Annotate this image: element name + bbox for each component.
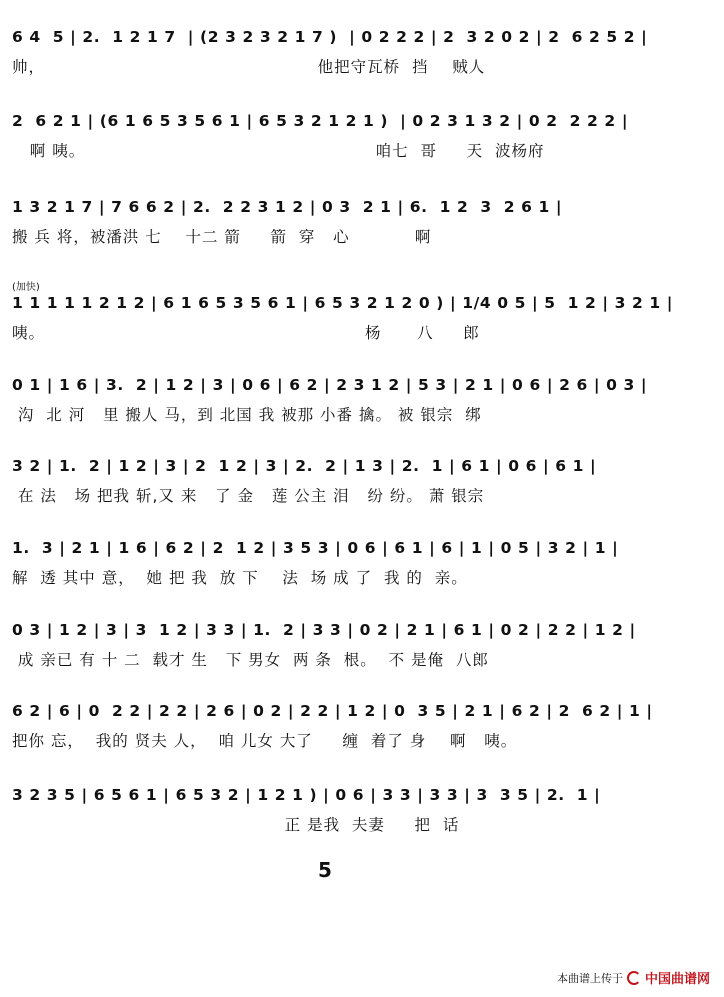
site-logo-icon	[627, 971, 641, 985]
lyrics-line: 在 法 场 把我 斩,又 来 了 金 莲 公主 泪 纷 纷。 萧 银宗	[12, 487, 485, 505]
upload-note: 本曲谱上传于	[556, 971, 623, 985]
lyrics-line: 搬 兵 将，被潘洪 七 十二 箭 箭 穿 心 啊	[12, 228, 432, 246]
site-footer	[557, 968, 710, 987]
notation-line: 6 4 5 | 2. 1 2 1 7 | (2 3 2 3 2 1 7 ) | 0 2 2 2 | 2 3 2 0 2 | 2 6 2 5 2 |	[12, 28, 648, 46]
lyrics-line: 成 亲已 有 十 二 载才 生 下 男女 两 条 根。 不 是俺 八郎	[12, 651, 489, 669]
notation-line: 3 2 3 5 | 6 5 6 1 | 6 5 3 2 | 1 2 1 ) | 0 6 | 3 3 | 3 3 | 3 3 5 | 2. 1 |	[12, 786, 601, 804]
tempo-mark: (加快)	[12, 282, 40, 293]
notation-line: 1 3 2 1 7 | 7 6 6 2 | 2. 2 2 3 1 2 | 0 3 2 1 | 6. 1 2 3 2 6 1 |	[12, 198, 563, 216]
lyrics-line: 咦。 杨 八 郎	[12, 324, 480, 342]
notation-line: 3 2 | 1. 2 | 1 2 | 3 | 2 1 2 | 3 | 2. 2 | 1 3 | 2. 1 | 6 1 | 0 6 | 6 1 |	[12, 457, 597, 475]
notation-line: 2 6 2 1 | (6 1 6 5 3 5 6 1 | 6 5 3 2 1 2 1 ) | 0 2 3 1 3 2 | 0 2 2 2 2 |	[12, 112, 629, 130]
lyrics-line: 啊 咦。 咱七 哥 天 波杨府	[12, 142, 545, 160]
lyrics-line: 帅， 他把守瓦桥 挡 贼人	[12, 58, 486, 76]
lyrics-line: 沟 北 河 里 搬人 马，到 北国 我 被那 小番 擒。 被 银宗 绑	[12, 406, 482, 424]
page-number: 5	[318, 858, 332, 882]
lyrics-line: 正 是我 夫妻 把 话	[12, 816, 460, 834]
lyrics-line: 解 透 其中 意， 她 把 我 放 下 法 场 成 了 我 的 亲。	[12, 569, 468, 587]
notation-line: 0 3 | 1 2 | 3 | 3 1 2 | 3 3 | 1. 2 | 3 3 | 0 2 | 2 1 | 6 1 | 0 2 | 2 2 | 1 2 |	[12, 621, 636, 639]
lyrics-line: 把你 忘， 我的 贤夫 人， 咱 儿女 大了 缠 着了 身 啊 咦。	[12, 732, 518, 750]
notation-line: 1 1 1 1 1 2 1 2 | 6 1 6 5 3 5 6 1 | 6 5 3 2 1 2 0 ) | 1/4 0 5 | 5 1 2 | 3 2 1 |	[12, 294, 674, 312]
notation-line: 1. 3 | 2 1 | 1 6 | 6 2 | 2 1 2 | 3 5 3 | 0 6 | 6 1 | 6 | 1 | 0 5 | 3 2 | 1 |	[12, 539, 619, 557]
notation-line: 0 1 | 1 6 | 3. 2 | 1 2 | 3 | 0 6 | 6 2 | 2 3 1 2 | 5 3 | 2 1 | 0 6 | 2 6 | 0 3 |	[12, 376, 648, 394]
notation-line: 6 2 | 6 | 0 2 2 | 2 2 | 2 6 | 0 2 | 2 2 | 1 2 | 0 3 5 | 2 1 | 6 2 | 2 6 2 | 1 |	[12, 702, 653, 720]
site-name[interactable]: 中国曲谱网	[644, 972, 710, 987]
